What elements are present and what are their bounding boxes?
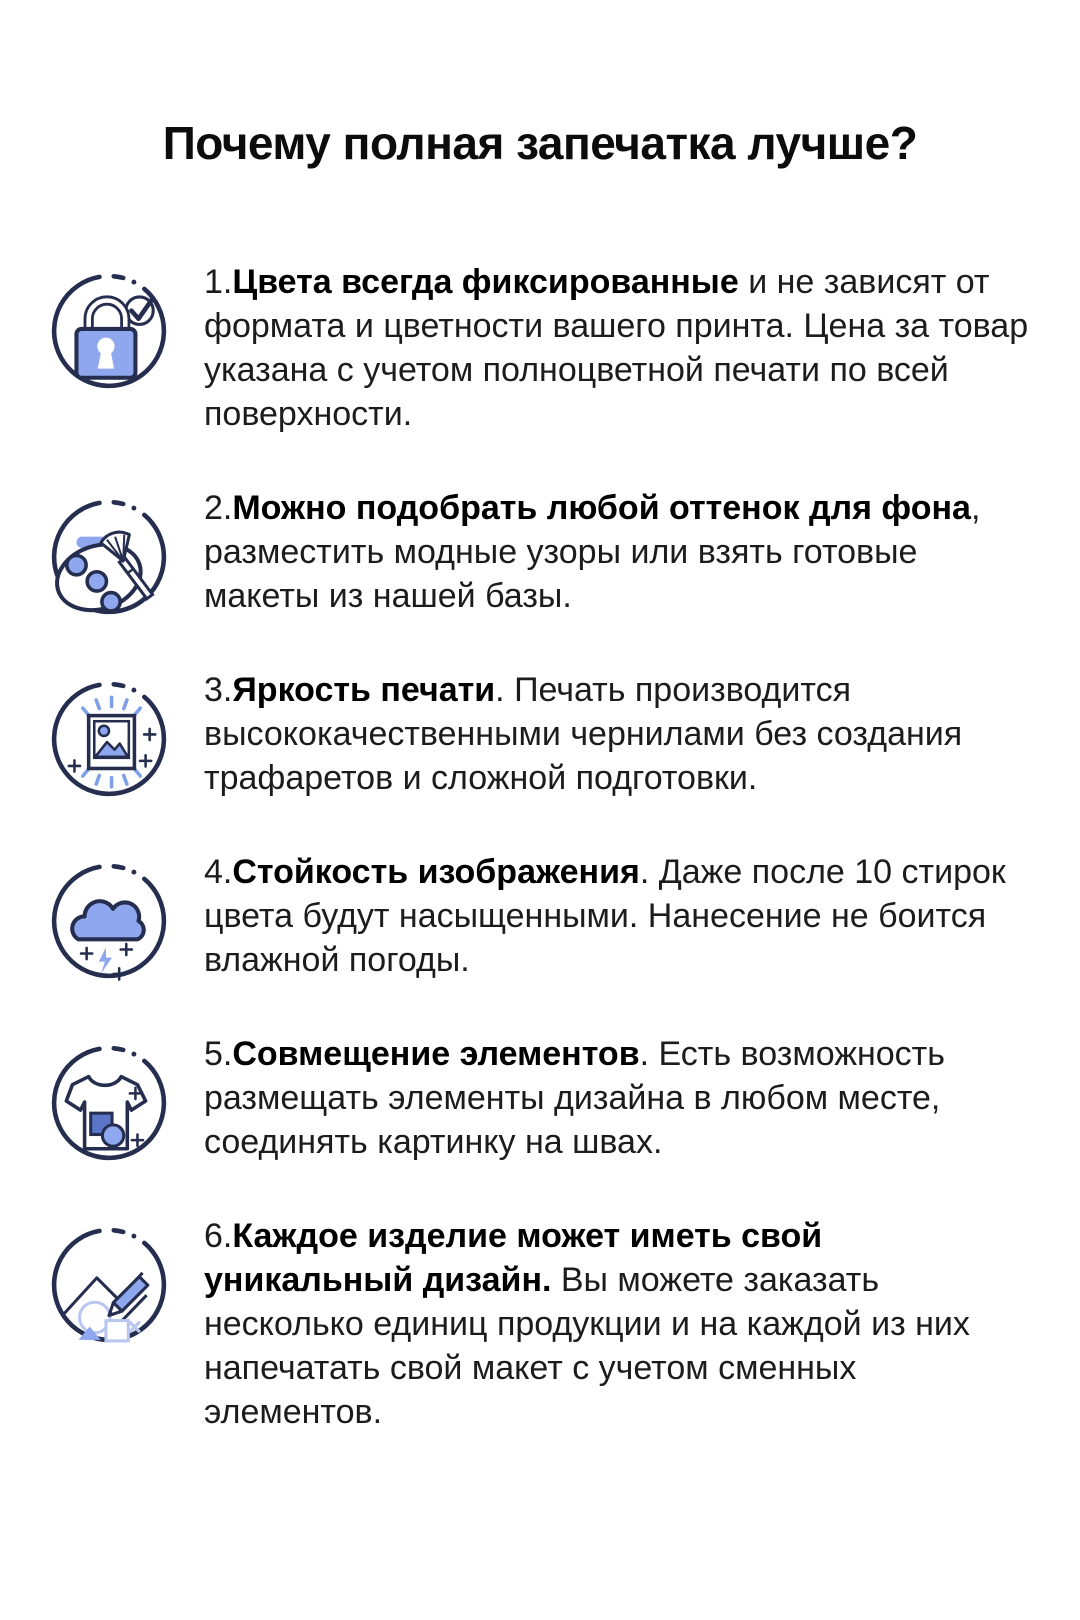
- item-text: [204, 1032, 1040, 1164]
- lock-check-icon: [48, 270, 170, 392]
- palette-brush-icon: [48, 496, 170, 618]
- item-text: [204, 486, 1040, 618]
- list-item: [48, 850, 1080, 982]
- item-number: 5.: [204, 1035, 233, 1073]
- list-item: [48, 1032, 1080, 1164]
- item-text: [204, 850, 1040, 982]
- item-number: 2.: [204, 489, 233, 527]
- item-number: 1.: [204, 263, 233, 301]
- item-rest-text: . Печать производится высококачественными чернилами без создания трафаретов и сложной подготовки.: [204, 671, 963, 797]
- item-bold-text: Каждое изделие может иметь свой уникальный дизайн.: [204, 1217, 823, 1299]
- item-bold-text: Совмещение элементов: [232, 1035, 640, 1073]
- benefits-list: [0, 260, 1080, 1434]
- item-rest-text: . Есть возможность размещать элементы дизайна в любом месте, соединять картинку на швах.: [204, 1035, 945, 1161]
- cloud-weather-icon: [48, 860, 170, 982]
- item-rest-text: и не зависят от формата и цветности вашего принта. Цена за товар указана с учетом полноцветной печати по всей поверхности.: [204, 263, 1029, 433]
- item-rest-text: . Даже после 10 стирок цвета будут насыщенными. Нанесение не боится влажной погоды.: [204, 853, 1006, 979]
- item-bold-text: Цвета всегда фиксированные: [232, 263, 739, 301]
- pencil-design-icon: [48, 1224, 170, 1346]
- item-bold-text: Стойкость изображения: [232, 853, 640, 891]
- list-item: [48, 1214, 1080, 1434]
- item-rest-text: Вы можете заказать несколько единиц продукции и на каждой из них напечатать свой макет с учетом сменных элементов.: [204, 1261, 970, 1431]
- item-number: 6.: [204, 1217, 233, 1255]
- list-item: [48, 486, 1080, 618]
- item-text: [204, 260, 1040, 436]
- page-title: Почему полная запечатка лучше?: [162, 117, 918, 169]
- item-text: [204, 668, 1040, 800]
- item-bold-text: Можно подобрать любой оттенок для фона: [232, 489, 971, 527]
- item-number: 4.: [204, 853, 233, 891]
- image-brightness-icon: [48, 678, 170, 800]
- item-number: 3.: [204, 671, 233, 709]
- item-bold-text: Яркость печати: [232, 671, 496, 709]
- item-text: [204, 1214, 1040, 1434]
- list-item: [48, 668, 1080, 800]
- item-rest-text: , разместить модные узоры или взять готовые макеты из нашей базы.: [204, 489, 981, 615]
- tshirt-elements-icon: [48, 1042, 170, 1164]
- list-item: [48, 260, 1080, 436]
